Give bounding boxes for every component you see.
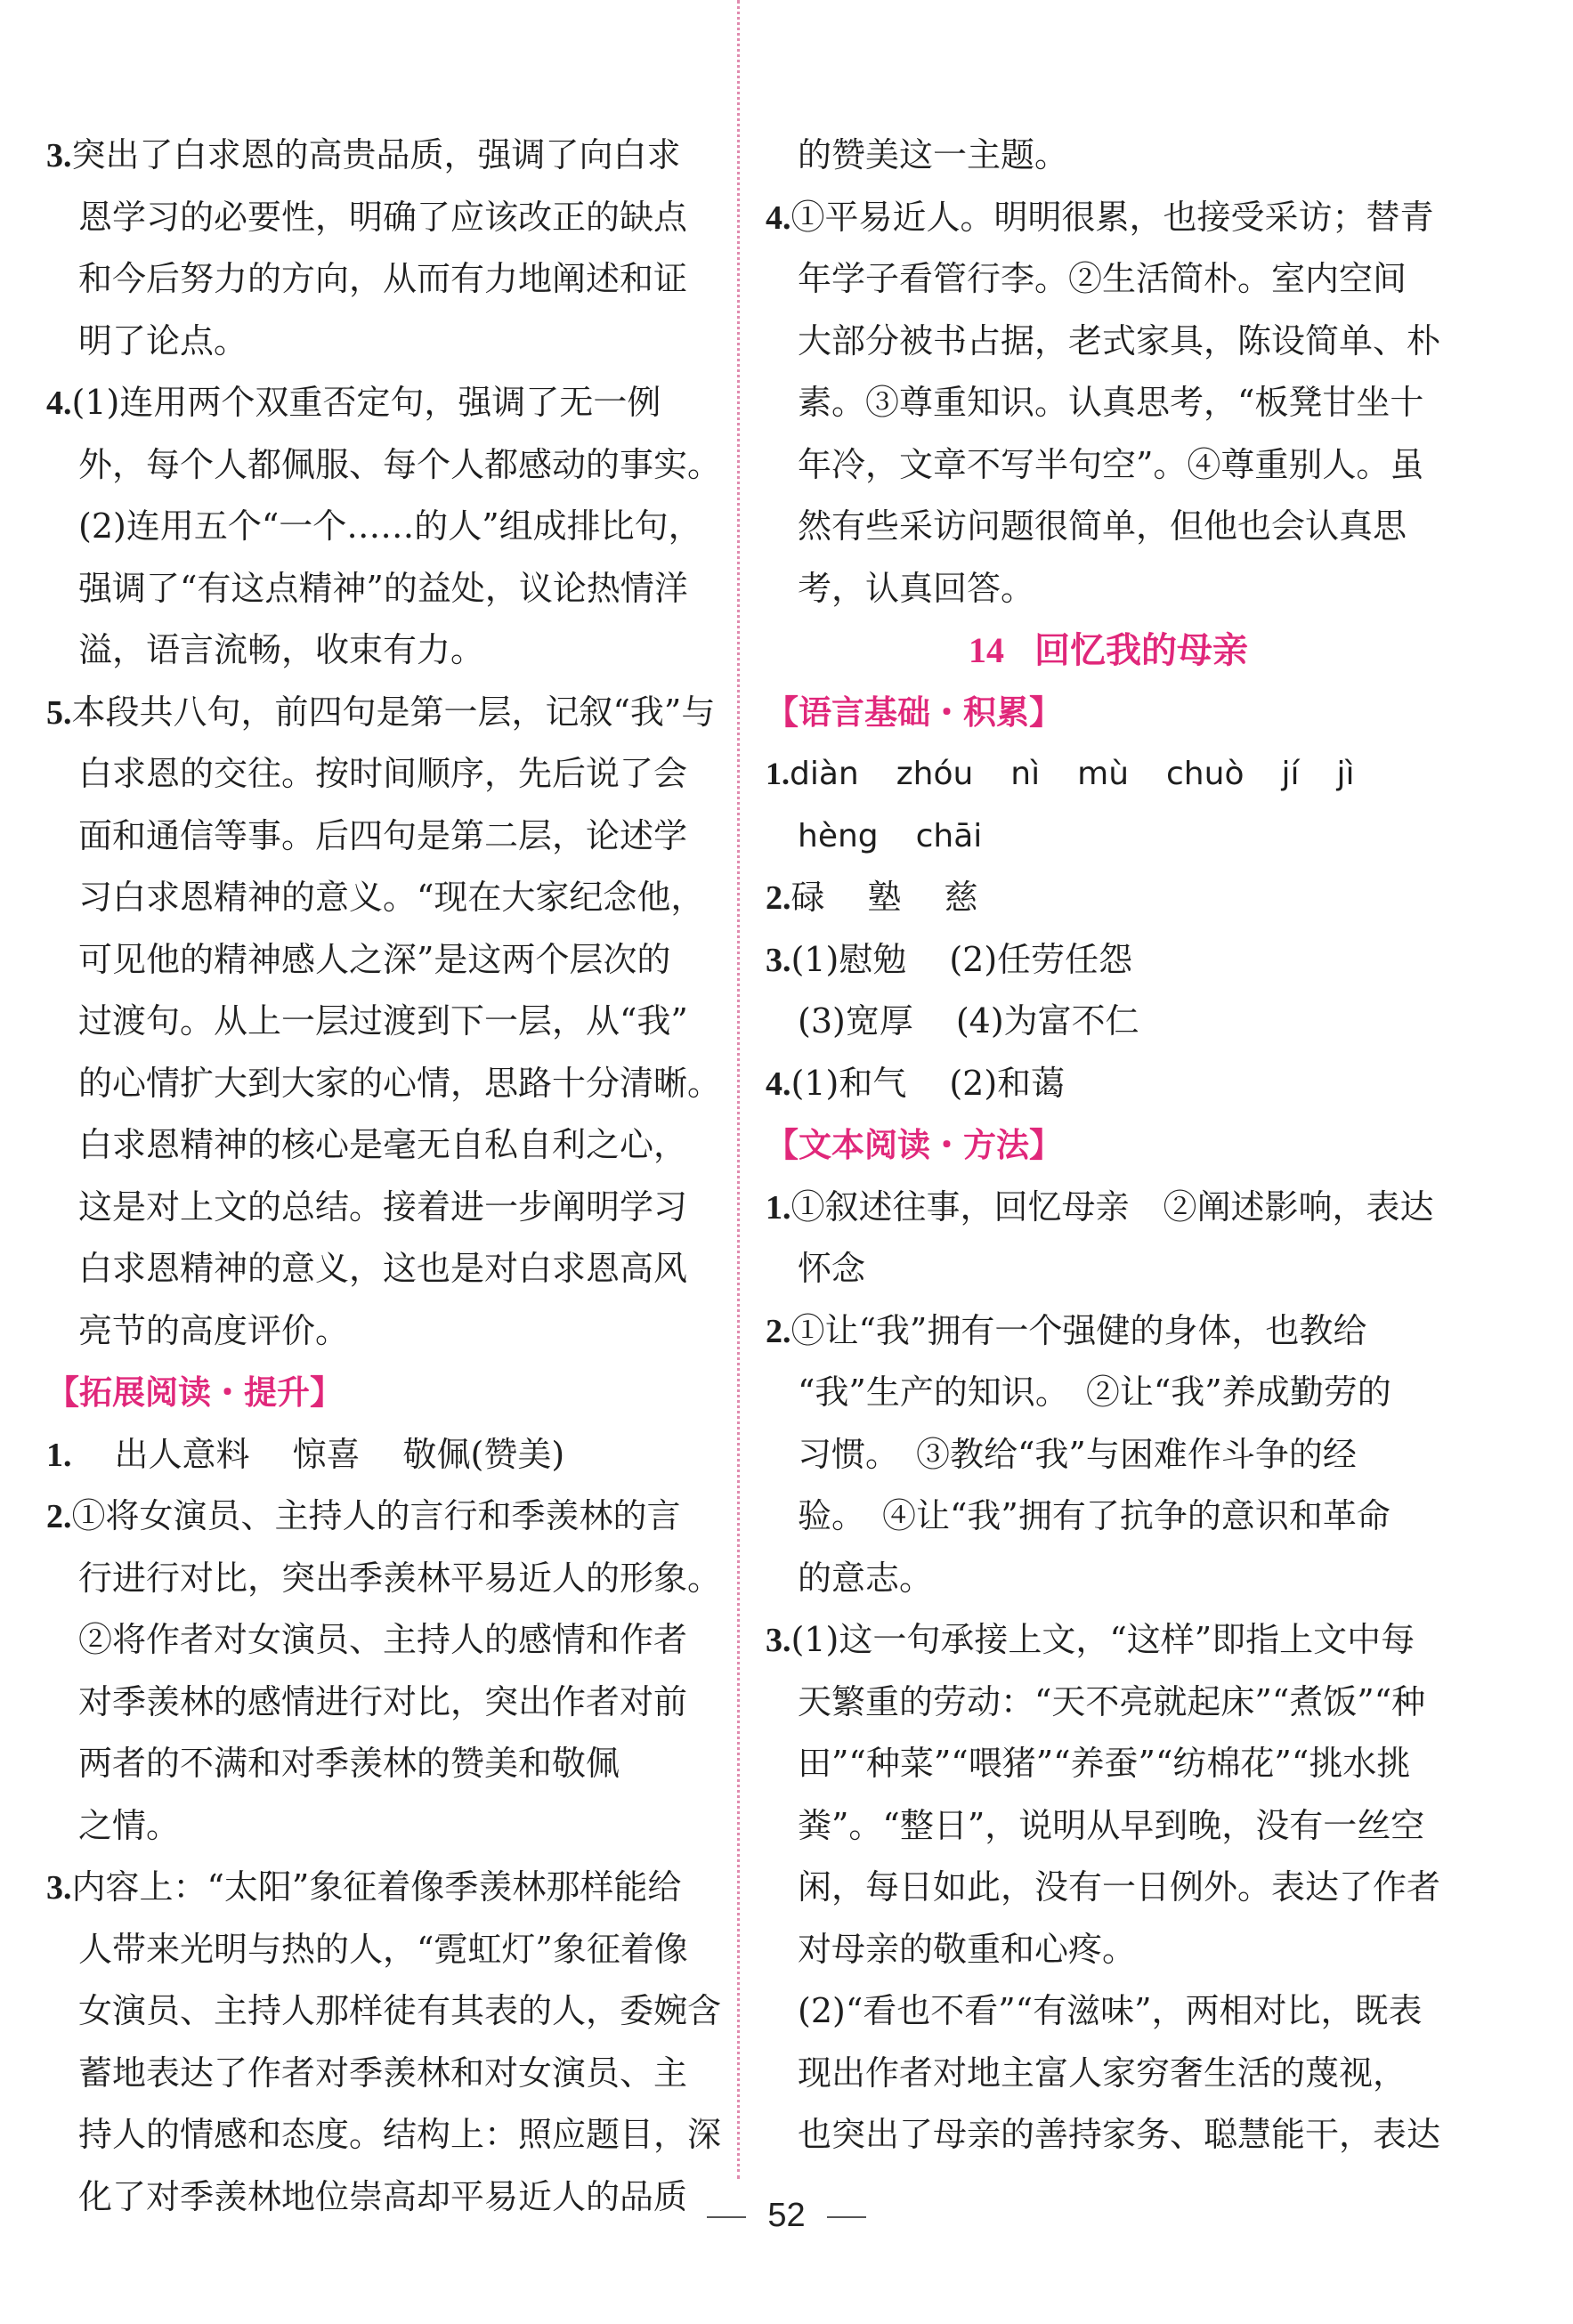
pinyin-item: mù: [1077, 756, 1130, 792]
answer-e3: [46, 1857, 732, 2228]
item-number: 4.: [766, 198, 791, 237]
section-heading-language: 【语言基础・积累】: [766, 692, 1062, 732]
text-line: 怀念: [798, 1249, 866, 1288]
item-number: 1.: [46, 1436, 72, 1474]
text-line: 过渡句。从上一层过渡到下一层，从“我”: [78, 1001, 688, 1041]
answer-word: (1)和气: [791, 1063, 907, 1103]
text-line: 白求恩精神的意义，这也是对白求恩高风: [78, 1249, 688, 1288]
lesson-number: 14: [969, 630, 1004, 670]
answer-word: (1)慰勉: [791, 939, 907, 979]
answer-r3: [766, 1609, 1451, 2166]
answer-word: 敬佩(赞美): [402, 1434, 565, 1474]
answer-e4: [766, 187, 1451, 620]
lesson-title: [766, 619, 1451, 682]
text-line: 可见他的精神感人之深”是这两个层次的: [78, 939, 671, 979]
text-line: 的意志。: [798, 1558, 934, 1598]
text-line: 对母亲的敬重和心疼。: [798, 1929, 1137, 1969]
page-number: [0, 2197, 1573, 2235]
answer-word: (4)为富不仁: [955, 1001, 1139, 1041]
page-number-text: 52: [767, 2197, 806, 2234]
text-line: (2)“看也不看”“有滋味”，两相对比，既表: [798, 1991, 1423, 2030]
text-line: 然有些采访问题很简单，但他也会认真思: [798, 506, 1407, 546]
item-number: 3.: [46, 1869, 72, 1907]
text-line: 对季羡林的感情进行对比，突出作者对前: [78, 1681, 688, 1721]
answer-l5: [46, 682, 732, 1363]
answer-e2: [46, 1486, 732, 1857]
text-line: 行进行对比，突出季羡林平易近人的形象。: [78, 1558, 722, 1598]
text-line: 田”“种菜”“喂猪”“养蚕”“纺棉花”“挑水挑: [798, 1744, 1411, 1783]
answer-pinyin: [766, 743, 1451, 867]
answer-l4-words: [766, 1053, 1451, 1115]
text-line: 明了论点。: [78, 320, 248, 360]
answer-word: (2)和蔼: [949, 1063, 1066, 1103]
item-number: 4.: [766, 1065, 791, 1103]
item-number: 3.: [46, 137, 72, 174]
text-line: (2)连用五个“一个……的人”组成排比句，: [78, 506, 702, 546]
answer-word: (3)宽厚: [798, 1001, 913, 1041]
answer-word: 出人意料: [114, 1434, 250, 1474]
pinyin-item: hèng: [798, 817, 879, 854]
text-line: 本段共八句，前四句是第一层，记叙“我”与: [71, 692, 716, 732]
item-number: 4.: [46, 385, 72, 422]
text-line: 之情。: [78, 1805, 181, 1845]
answer-word: 惊喜: [292, 1434, 361, 1474]
text-line: ①平易近人。明明很累，也接受采访；替青: [791, 197, 1434, 237]
text-line: 人带来光明与热的人，“霓虹灯”象征着像: [78, 1929, 688, 1969]
item-number: 2.: [766, 879, 791, 917]
text-line: 持人的情感和态度。结构上：照应题目，深: [78, 2115, 722, 2154]
text-line: 素。③尊重知识。认真思考，“板凳甘坐十: [798, 383, 1424, 422]
pinyin-item: zhóu: [896, 756, 974, 792]
answer-l3: [46, 125, 732, 372]
item-number: 2.: [766, 1312, 791, 1350]
text-line: 验。 ④让“我”拥有了抗争的意识和革命: [798, 1496, 1391, 1535]
text-line: 突出了白求恩的高贵品质，强调了向白求: [71, 135, 681, 174]
text-line: 习惯。 ③教给“我”与困难作斗争的经: [798, 1434, 1357, 1474]
page-number-dash-right: [827, 2216, 866, 2218]
text-line: 亮节的高度评价。: [78, 1310, 350, 1350]
pinyin-item: jí: [1281, 756, 1300, 792]
pinyin-item: chuò: [1166, 756, 1245, 792]
pinyin-item: chāi: [915, 817, 983, 854]
text-line: 外，每个人都佩服、每个人都感动的事实。: [78, 444, 722, 484]
text-line: ②将作者对女演员、主持人的感情和作者: [78, 1620, 688, 1659]
item-number: 5.: [46, 693, 72, 732]
text-line: 内容上：“太阳”象征着像季羡林那样能给: [71, 1867, 682, 1907]
text-line: 年冷，文章不写半句空”。④尊重别人。虽: [798, 444, 1424, 484]
pinyin-item: nì: [1010, 756, 1041, 792]
pinyin-item: diàn: [790, 756, 859, 792]
text-line: 面和通信等事。后四句是第二层，论述学: [78, 815, 688, 855]
text-line: 这是对上文的总结。接着进一步阐明学习: [78, 1186, 688, 1227]
text-line: 两者的不满和对季羡林的赞美和敬佩: [78, 1744, 620, 1783]
item-number: 1.: [766, 756, 790, 791]
answer-l4: [46, 372, 732, 682]
text-line: 考，认真回答。: [798, 568, 1035, 608]
text-line: 白求恩精神的核心是毫无自私自利之心，: [78, 1125, 688, 1164]
item-number: 3.: [766, 1622, 791, 1659]
text-line: “我”生产的知识。 ②让“我”养成勤劳的: [798, 1373, 1391, 1412]
text-line: ①叙述往事，回忆母亲 ②阐述影响，表达: [791, 1186, 1434, 1227]
answer-char: 塾: [867, 878, 902, 917]
item-number: 2.: [46, 1498, 72, 1535]
page-number-dash-left: [707, 2216, 746, 2218]
text-line: 粪”。“整日”，说明从早到晚，没有一丝空: [798, 1805, 1425, 1845]
text-line: 溢，语言流畅，收束有力。: [78, 630, 485, 669]
text-line: 和今后努力的方向，从而有力地阐述和证: [78, 259, 688, 298]
text-line: (1)这一句承接上文，“这样”即指上文中每: [791, 1620, 1415, 1659]
answer-char: 碌: [791, 878, 825, 917]
column-divider: [737, 0, 740, 2179]
section-heading-extend: 【拓展阅读・提升】: [46, 1373, 343, 1412]
text-line: 也突出了母亲的善持家务、聪慧能干，表达: [798, 2115, 1441, 2154]
answer-e1: [46, 1424, 732, 1486]
answer-r1: [766, 1177, 1451, 1300]
section-heading-text: 【文本阅读・方法】: [766, 1126, 1062, 1164]
text-line: 强调了“有这点精神”的益处，议论热情洋: [78, 568, 688, 608]
answer-word: (2)任劳任怨: [949, 939, 1133, 979]
text-line: 习白求恩精神的意义。“现在大家纪念他，: [78, 878, 705, 917]
text-line: 大部分被书占据，老式家具，陈设简单、朴: [798, 320, 1441, 360]
text-line: 白求恩的交往。按时间顺序，先后说了会: [78, 754, 688, 793]
text-line: 现出作者对地主富人家穷奢生活的蔑视，: [798, 2053, 1407, 2093]
answer-words: [766, 929, 1451, 1053]
answer-char: 慈: [944, 878, 978, 917]
left-column: [46, 125, 732, 2228]
text-line: 化了对季羡林地位崇高却平易近人的品质: [78, 2176, 688, 2216]
answer-r2: [766, 1300, 1451, 1610]
text-line: ①将女演员、主持人的言行和季羡林的言: [71, 1496, 681, 1535]
text-line: 的心情扩大到大家的心情，思路十分清晰。: [78, 1063, 722, 1103]
answer-characters: [766, 867, 1451, 929]
text-line: ①让“我”拥有一个强健的身体，也教给: [791, 1310, 1367, 1350]
text-line: (1)连用两个双重否定句，强调了无一例: [71, 383, 661, 422]
lesson-name: 回忆我的母亲: [1034, 629, 1248, 671]
text-line: 的赞美这一主题。: [798, 135, 1069, 174]
pinyin-item: jì: [1336, 756, 1355, 792]
item-number: 1.: [766, 1188, 791, 1227]
item-number: 3.: [766, 941, 791, 979]
text-line: 恩学习的必要性，明确了应该改正的缺点: [78, 197, 688, 237]
text-line: 蓄地表达了作者对季羡林和对女演员、主: [78, 2053, 688, 2093]
text-line: 女演员、主持人那样徒有其表的人，委婉含: [78, 1991, 722, 2030]
right-column: [766, 125, 1451, 2166]
text-line: 闲，每日如此，没有一日例外。表达了作者: [798, 1867, 1441, 1907]
text-line: 年学子看管行李。②生活简朴。室内空间: [798, 259, 1407, 298]
text-line: 天繁重的劳动：“天不亮就起床”“煮饭”“种: [798, 1681, 1426, 1721]
